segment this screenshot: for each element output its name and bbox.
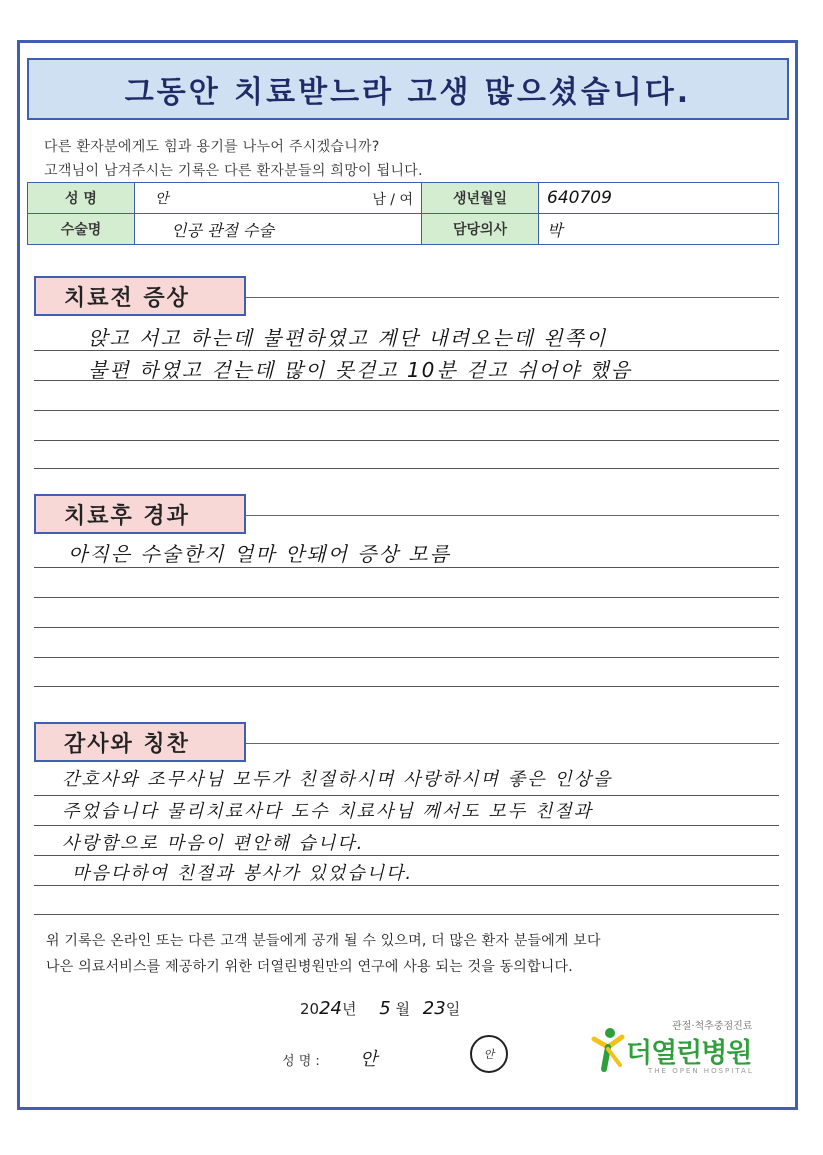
surgery-value: 인공 관절 수술 — [171, 220, 274, 240]
ruled-line — [34, 855, 779, 856]
hospital-logo — [590, 1015, 780, 1085]
ruled-line — [34, 914, 779, 915]
signature-label: 성 명 : — [282, 1054, 320, 1069]
form-title: 그동안 치료받느라 고생 많으셨습니다. — [124, 75, 692, 110]
date-month-unit: 월 — [395, 1000, 411, 1018]
section-before-heading: 치료전 증상 — [34, 276, 246, 316]
thanks-handwriting-line-2: 주었습니다 물리치료사다 도수 치료사님 께서도 모두 친절과 — [62, 801, 594, 822]
birth-label: 생년월일 — [422, 183, 539, 214]
logo-english: THE OPEN HOSPITAL — [648, 1067, 754, 1075]
date-day-unit: 일 — [445, 1000, 461, 1018]
ruled-line — [34, 627, 779, 628]
ruled-line — [34, 597, 779, 598]
date-day: 23 — [422, 998, 446, 1019]
date-month: 5 — [379, 998, 391, 1019]
ruled-line — [34, 567, 779, 568]
intro-line-1: 다른 환자분에게도 힘과 용기를 나누어 주시겠습니까? — [44, 139, 380, 155]
intro-line-2: 고객님이 남겨주시는 기록은 다른 환자분들의 희망이 됩니다. — [44, 163, 423, 179]
before-handwriting-line-1: 앉고 서고 하는데 불편하였고 계단 내려오는데 왼쪽이 — [88, 326, 608, 350]
logo-subtitle: 관절·척추중점진료 — [672, 1021, 753, 1032]
ruled-line — [34, 410, 779, 411]
consent-line-2: 나은 의료서비스를 제공하기 위한 더열린병원만의 연구에 사용 되는 것을 동의합니다. — [46, 959, 573, 975]
section-thanks-heading: 감사와 칭찬 — [34, 722, 246, 762]
birth-value: 640709 — [547, 188, 612, 208]
patient-info-table — [27, 182, 779, 245]
section-after-divider — [246, 515, 779, 516]
section-thanks-divider — [246, 743, 779, 744]
logo-name: 더열린병원 — [626, 1038, 752, 1069]
date-century: 20 — [300, 1000, 320, 1018]
ruled-line — [34, 440, 779, 441]
consent-line-1: 위 기록은 온라인 또는 다른 고객 분들에게 공개 될 수 있으며, 더 많은 환자 분들에게 보다 — [46, 933, 601, 949]
section-before-divider — [246, 297, 779, 298]
doctor-value: 박 — [547, 220, 563, 240]
doctor-label: 담당의사 — [422, 214, 539, 245]
ruled-line — [34, 657, 779, 658]
name-label: 성 명 — [28, 183, 135, 214]
date-year-unit: 년 — [342, 1000, 357, 1018]
gender-label: 남 / 여 — [372, 192, 413, 208]
birth-field — [539, 183, 779, 214]
ruled-line — [34, 825, 779, 826]
signature-row — [282, 1045, 377, 1071]
thanks-handwriting-line-4: 마음다하여 친절과 봉사가 있었습니다. — [72, 863, 414, 884]
after-handwriting-line-1: 아직은 수술한지 얼마 안돼어 증상 모름 — [68, 542, 451, 566]
surgery-label: 수술명 — [28, 214, 135, 245]
surgery-field — [135, 214, 422, 245]
date-row — [300, 998, 460, 1019]
thanks-handwriting-line-1: 간호사와 조무사님 모두가 친절하시며 사랑하시며 좋은 인상을 — [62, 769, 613, 790]
name-value: 안 — [155, 191, 169, 207]
before-handwriting-line-2: 불편 하였고 걷는데 많이 못걷고 10분 걷고 쉬어야 했음 — [88, 358, 633, 382]
ruled-line — [34, 795, 779, 796]
ruled-line — [34, 468, 779, 469]
doctor-field — [539, 214, 779, 245]
section-after-heading: 치료후 경과 — [34, 494, 246, 534]
form-title-bar — [27, 58, 789, 120]
date-year: 24 — [319, 998, 342, 1019]
name-field — [135, 183, 422, 214]
ruled-line — [34, 885, 779, 886]
personal-seal: 안 — [470, 1035, 508, 1073]
thanks-handwriting-line-3: 사랑함으로 마음이 편안해 습니다. — [62, 833, 365, 854]
signature-value: 안 — [359, 1049, 378, 1070]
ruled-line — [34, 686, 779, 687]
person-figure-icon — [590, 1025, 626, 1073]
